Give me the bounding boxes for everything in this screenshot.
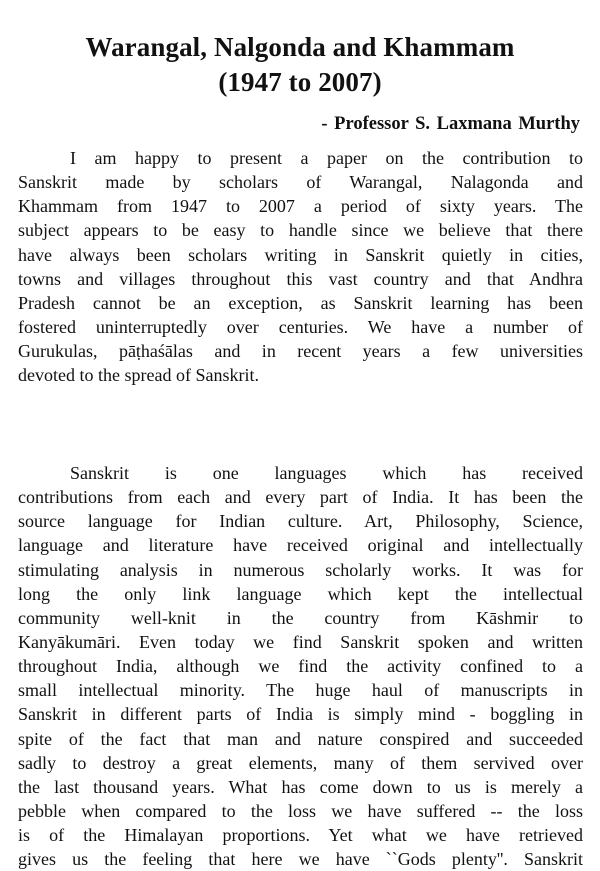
text-line: Sanskrit in different parts of India is simply mind - boggling in bbox=[18, 704, 583, 725]
paragraph-1 bbox=[18, 146, 583, 387]
text-line: small intellectual minority. The huge haul of manuscripts in bbox=[18, 680, 583, 701]
text-line: is of the Himalayan proportions. Yet what we have retrieved bbox=[18, 825, 583, 846]
text-line: pebble when compared to the loss we have suffered -- the loss bbox=[18, 800, 583, 821]
text-line: fostered uninterruptedly over centuries. We have a number of bbox=[18, 316, 583, 337]
text-line: Sanskrit is one languages which has received bbox=[70, 463, 583, 483]
text-line: gives us the feeling that here we have ``Gods plenty''. Sanskrit bbox=[18, 849, 583, 870]
text-line: community well-knit in the country from Kāshmir to bbox=[18, 607, 583, 628]
text-line: throughout India, although we find the activity confined to a bbox=[18, 656, 583, 677]
text-line: the last thousand years. What has come down to us is merely a bbox=[18, 776, 583, 797]
text-line: language and literature have received original and intellectually bbox=[18, 535, 583, 556]
paragraph-2 bbox=[18, 461, 583, 871]
text-line: long the only link language which kept the intellectual bbox=[18, 583, 583, 604]
text-line: stimulating analysis in numerous scholarly works. It was for bbox=[18, 559, 583, 580]
text-line: contributions from each and every part of India. It has been the bbox=[18, 487, 583, 508]
text-line: I am happy to present a paper on the contribution to bbox=[70, 148, 583, 168]
text-line: Gurukulas, pāṭhaśālas and in recent years a few universities bbox=[18, 341, 583, 362]
text-line: subject appears to be easy to handle since we believe that there bbox=[18, 220, 583, 241]
text-line: Kanyākumāri. Even today we find Sanskrit spoken and written bbox=[18, 631, 583, 652]
article-title-line-2: (1947 to 2007) bbox=[218, 67, 382, 97]
text-line: sadly to destroy a great elements, many of them servived over bbox=[18, 752, 583, 773]
text-line: towns and villages throughout this vast country and that Andhra bbox=[18, 268, 583, 289]
text-line: Khammam from 1947 to 2007 a period of sixty years. The bbox=[18, 196, 583, 217]
text-line: devoted to the spread of Sanskrit. bbox=[18, 365, 259, 386]
text-line: Pradesh cannot be an exception, as Sanskrit learning has been bbox=[18, 292, 583, 313]
text-line: spite of the fact that man and nature conspired and succeeded bbox=[18, 728, 583, 749]
text-line: Sanskrit made by scholars of Warangal, Nalagonda and bbox=[18, 172, 583, 193]
text-line: have always been scholars writing in Sanskrit quietly in cities, bbox=[18, 244, 583, 265]
author-byline: - Professor S. Laxmana Murthy bbox=[321, 114, 580, 134]
text-line: source language for Indian culture. Art, Philosophy, Science, bbox=[18, 511, 583, 532]
article-title-line-1: Warangal, Nalgonda and Khammam bbox=[85, 32, 515, 62]
